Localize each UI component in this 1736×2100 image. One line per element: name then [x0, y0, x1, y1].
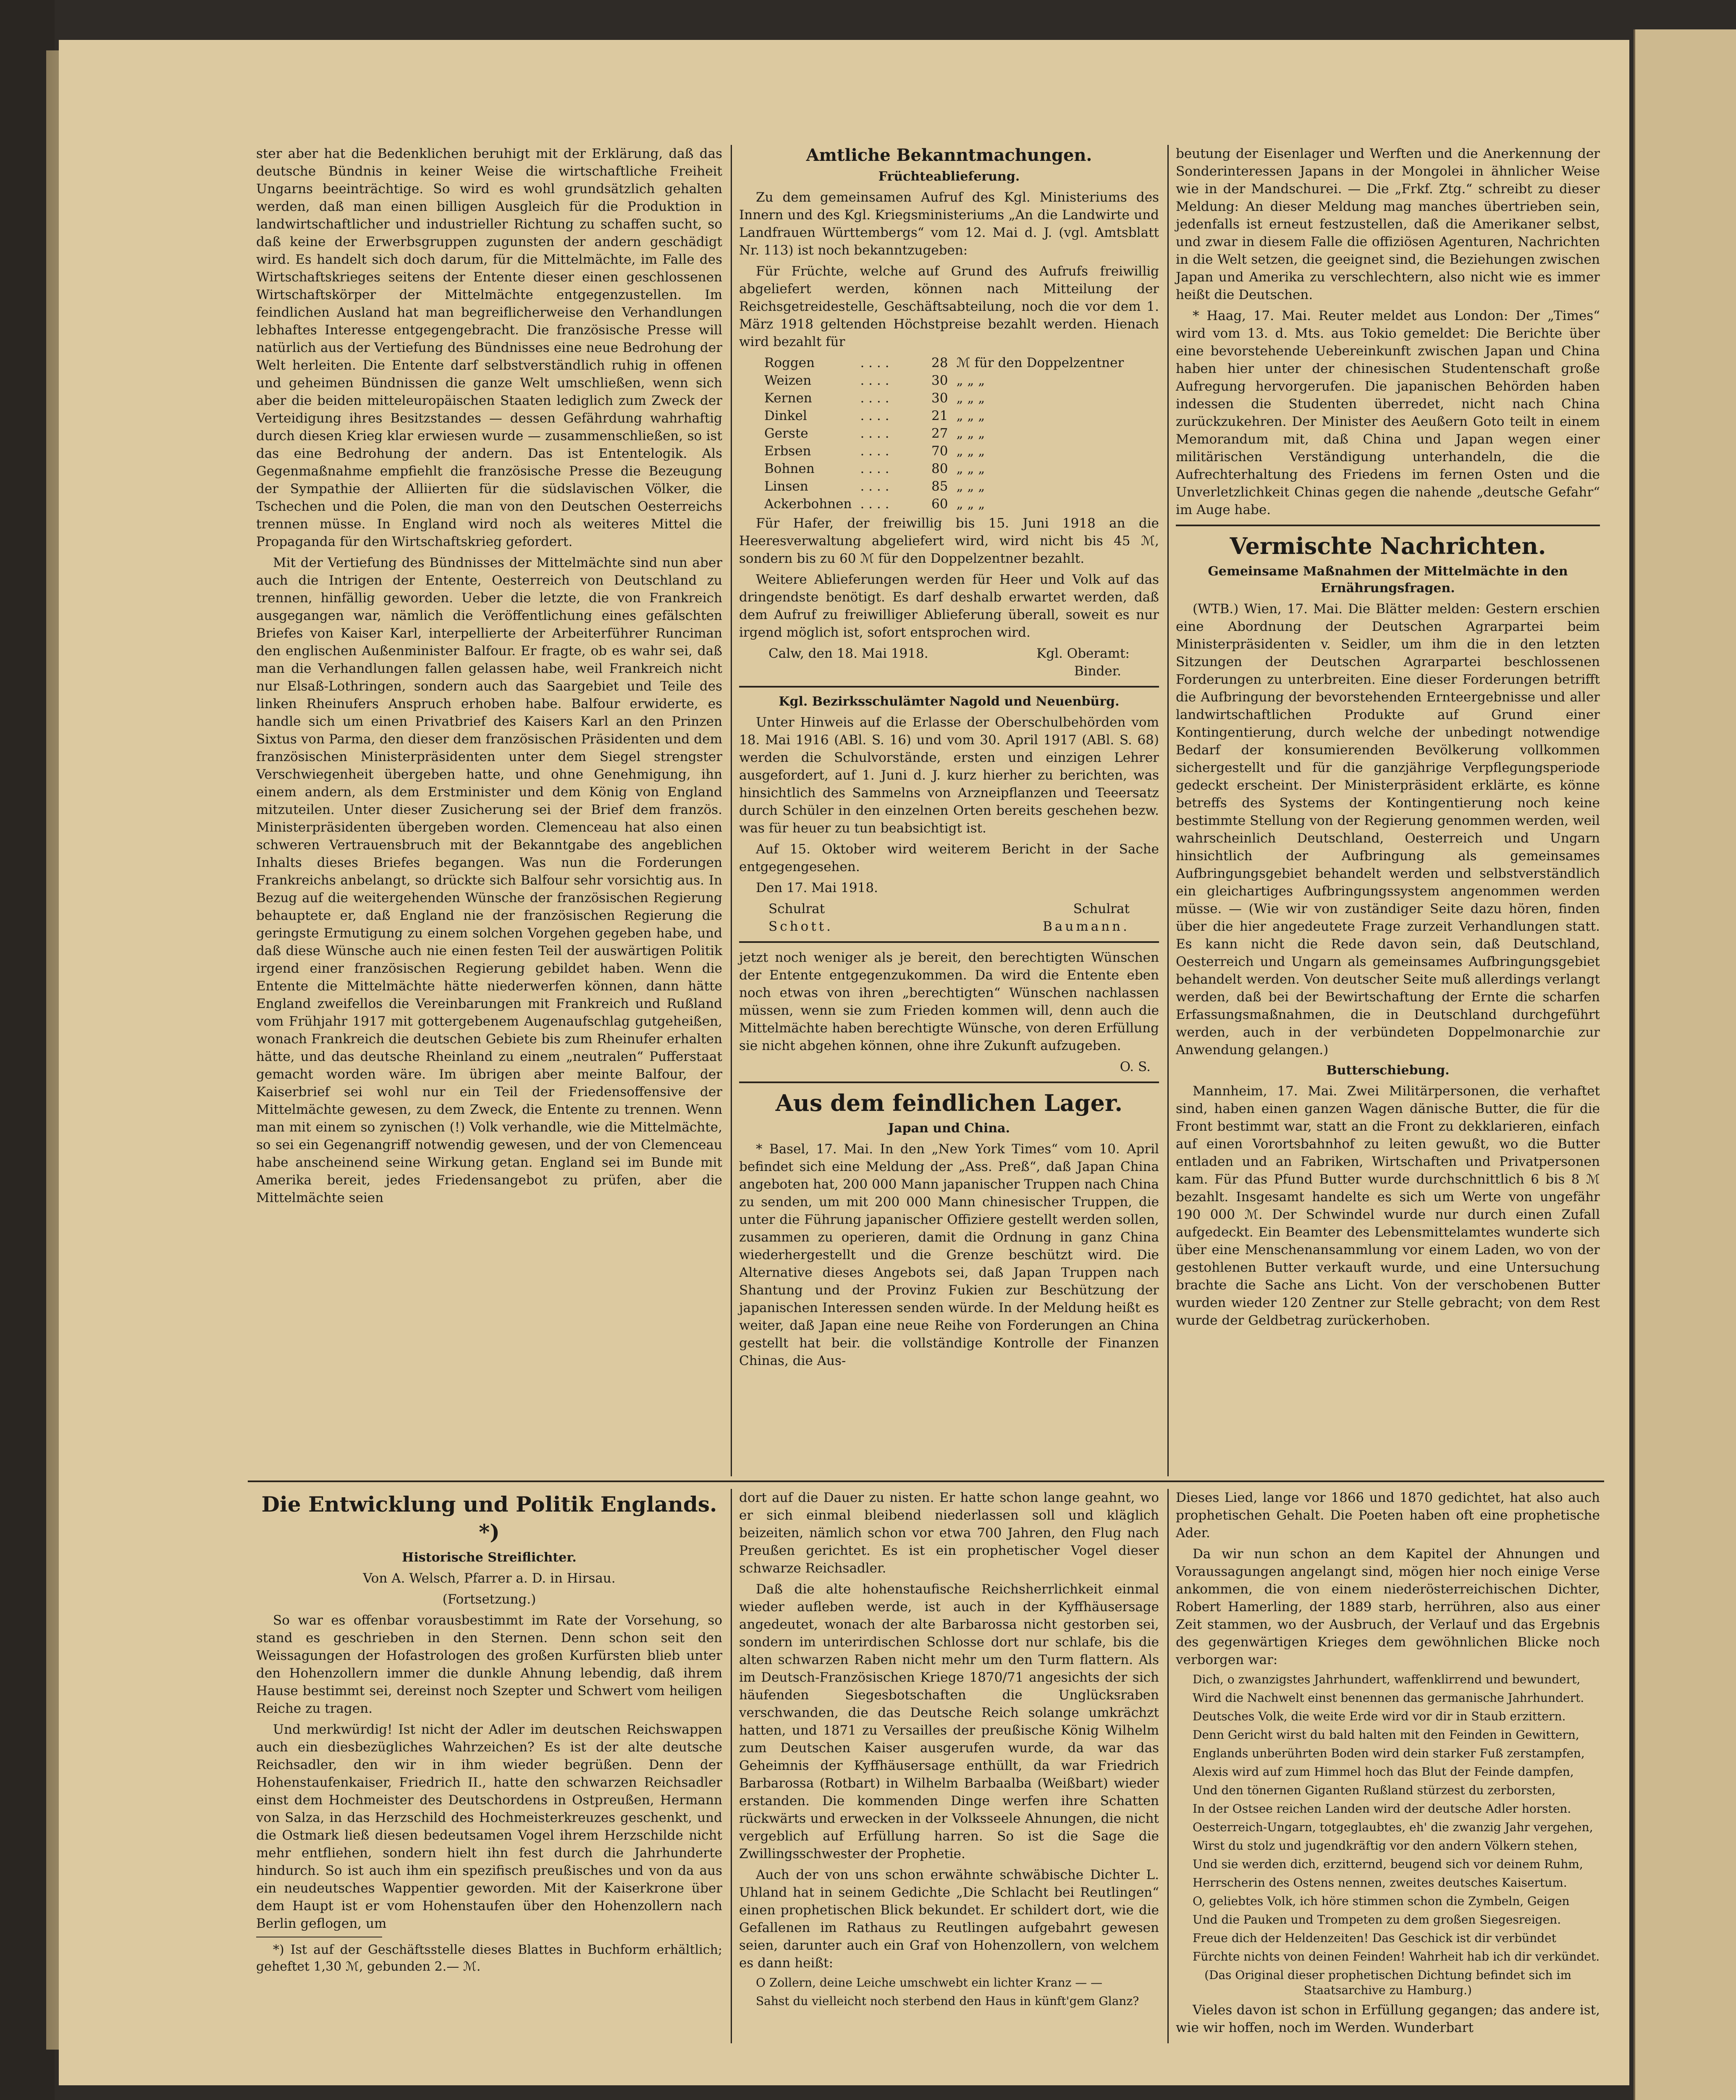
price-leader-dots: . . . .: [860, 391, 889, 406]
price-unit: „ „ „: [956, 444, 985, 459]
price-row: [760, 478, 1128, 495]
price-leader-dots: . . . .: [860, 444, 889, 459]
enemy-camp-title: Aus dem feindlichen Lager.: [775, 1089, 1123, 1116]
notice-place-date: Calw, den 18. Mai 1918.: [768, 646, 928, 661]
school-signatures-titles: [739, 900, 1159, 918]
poem-line: Englands unberührten Boden wird dein starker Fuß zerstampfen,: [1193, 1746, 1585, 1760]
poem-line: Denn Gericht wirst du bald halten mit den Feinden in Gewittern,: [1193, 1728, 1579, 1742]
col1-paragraph-2: Mit der Vertiefung des Bündnisses der Mittelmächte sind nun aber auch die Intrigen der Entente, Oesterreich von Deutschland zu trennen, hinfällig geworden. Ueber die letzte, die von Frankreich ausgegangen war, nämlich die Veröffentlichung eines gefälschten Briefes von Kaiser Karl, interpellierte der Arbeiterführer Runciman den englischen Außenminister Balfour. Er fragte, ob es wahr sei, daß man die Verhandlungen fallen gelassen habe, weil Frankreich nicht nur Elsaß-Lothringen, sondern auch das Saargebiet und Teile des linken Rheinufers Anspruch erhoben habe. Balfour erwiderte, es handle sich um einen Privatbrief des Kaisers Karl an den Prinzen Sixtus von Parma, den dieser dem französischen Präsidenten und dem französischen Ministerpräsidenten unter dem Siegel strengster Verschwiegenheit übergeben hatte, und ohne Genehmigung, ihn einem andern, als dem Erstminister und dem König von England mitzuteilen. Unter dieser Zusicherung sei der Brief dem französ. Ministerpräsidenten übergeben worden. Clemenceau hat also einen schweren Vertrauensbruch mit der Bekanntgabe des angeblichen Inhalts dieses Briefes begangen. Was nun die Forderungen Frankreichs anbelangt, so drückte sich Balfour sehr vorsichtig aus. In Bezug auf die weitergehenden Wünsche der französischen Regierung behauptete er, daß England nie der französischen Regierung die geringste Ermutigung zu einem solchen Vorgehen gegeben habe, und daß diese Wünsche auch nie einen festen Teil der auswärtigen Politik irgend einer französischen Regierung gebildet haben. Wenn die Entente die Mittelmächte hätte niederwerfen können, dann hätte England zweifellos die Vereinbarungen mit Frankreich und Rußland vom Frühjahr 1917 mit gottergebenem Augenaufschlag gutgeheißen, wonach Frankreich die deutschen Gebiete bis zum Rheinufer erhalten hätte, und das deutsche Rheinland zu einem „neutralen“ Pufferstaat gemacht worden wäre. Im übrigen aber meinte Balfour, der Kaiserbrief sei wohl nur ein Teil der Friedensoffensive der Mittelmächte gewesen, zu dem Zweck, die Entente zu trennen. Wenn man mit einem so zynischen (!) Volk verhandle, wie die Mittelmächte, so sei ein Gegenangriff notwendig gewesen, und der von Clemenceau habe anscheinend seine Wirkung getan. England sei im Bunde mit Amerika bereit, jedes Friedensangebot zu prüfen, aber die Mittelmächte seien: [256, 555, 722, 1205]
divider: [1176, 525, 1600, 526]
butter-subtitle: Butterschiebung.: [1326, 1063, 1450, 1078]
price-value: 60: [931, 496, 948, 512]
school-paragraph-1: Unter Hinweis auf die Erlasse der Oberschulbehörden vom 18. Mai 1916 (ABl. S. 16) und vom 30. April 1917 (ABl. S. 68) werden die Schulvorstände, ersten und einzigen Lehrer ausgefordert, auf 1. Juni d. J. kurz hierher zu berichten, was hinsichtlich des Sammelns von Arzneipflanzen und Teeersatz durch Schüler in den einzelnen Orten bereits geschehen bezw. was für heuer zu tun beabsichtigt ist.: [739, 715, 1159, 836]
feuilleton-column-2: [739, 1489, 1159, 2012]
notice-paragraph-2: Für Früchte, welche auf Grund des Aufrufs freiwillig abgeliefert werden, können nach Mitteilung der Reichsgetreidestelle, Geschäftsabteilung, noch die vor dem 1. März 1918 geltenden Höchstpreise bezahlt werden. Hienach wird bezahlt für: [739, 264, 1159, 349]
newspaper-page: [59, 40, 1629, 2085]
right-facing-page-edge: [1634, 29, 1736, 2100]
price-row: [760, 495, 1128, 513]
feuilleton-col3-closing: Vieles davon ist schon in Erfüllung gegangen; das andere ist, wie wir hoffen, noch im Werden. Wunderbart: [1176, 2003, 1600, 2035]
feuilleton-column-1: [256, 1489, 722, 1979]
poem-line: Deutsches Volk, die weite Erde wird vor dir in Staub erzittern.: [1193, 1709, 1566, 1723]
feuilleton-col2-paragraph-3: Auch der von uns schon erwähnte schwäbische Dichter L. Uhland hat in seinem Gedichte „Die Schlacht bei Reutlingen“ einen prophetischen Blick bekundet. Er schildert dort, wie die Gefallenen im Rathaus zu Reutlingen aufgebahrt gewesen seien, darunter auch ein Graf von Hohenzollern, von welchem es dann heißt:: [739, 1867, 1159, 1971]
feuilleton-col2-paragraph-1: dort auf die Dauer zu nisten. Er hatte schon lange geahnt, wo er sich einmal bleibend niederlassen soll und kläglich beizeiten, nämlich schon vor etwa 700 Jahren, den Flug nach Preußen gerichtet. Es ist ein prophetischer Vogel dieser schwarze Reichsadler.: [739, 1490, 1159, 1576]
price-unit: „ „ „: [956, 461, 985, 476]
price-item: Dinkel: [764, 408, 807, 423]
price-leader-dots: . . . .: [860, 373, 889, 388]
price-row: [760, 460, 1128, 478]
uhland-verse-line-2: Sahst du vielleicht noch sterbend den Haus in künft'gem Glanz?: [756, 1994, 1139, 2008]
poem-line: Wirst du stolz und jugendkräftig vor den andern Völkern stehen,: [1193, 1839, 1578, 1853]
poem-line: O, geliebtes Volk, ich höre stimmen schon die Zymbeln, Geigen: [1193, 1894, 1570, 1908]
price-value: 28: [931, 355, 948, 370]
feuilleton-col1-paragraph-1: So war es offenbar vorausbestimmt im Rate der Vorsehung, so stand es geschrieben in den Sternen. Denn schon seit den Weissagungen der Hofastrologen des großen Kurfürsten blieb unter den Hohenzollern immer die dunkle Ahnung lebendig, daß ihrem Hause bestimmt sei, dereinst noch Szepter und Schwert vom heiligen Reiche zu tragen.: [256, 1613, 722, 1716]
poem-line: Alexis wird auf zum Himmel hoch das Blut der Feinde dampfen,: [1193, 1765, 1574, 1779]
price-item: Erbsen: [764, 444, 811, 459]
poem-line: Dich, o zwanzigstes Jahrhundert, waffenklirrend und bewundert,: [1193, 1672, 1581, 1686]
price-item: Weizen: [764, 373, 812, 388]
price-row: [760, 425, 1128, 442]
feuilleton-divider: [248, 1480, 1604, 1482]
feuilleton-col2-paragraph-2: Daß die alte hohenstaufische Reichsherrlichkeit einmal wieder aufleben werde, ist auch in der Kyffhäusersage angedeutet, wonach der alte Barbarossa nicht gestorben sei, sondern im unterirdischen Schlosse dort nur schlafe, bis die alten schwarzen Raben nicht mehr um den Turm flattern. Als im Deutsch-Französischen Kriege 1870/71 angesichts der sich häufenden Siegesbotschaften die Unglücksraben verschwanden, die das Deutsche Reich solange umkrächzt hatten, und 1871 zu Versailles der preußische König Wilhelm zum Deutschen Kaiser ausgerufen wurde, da war das Geheimnis der Kyffhäusersage enthüllt, da war Friedrich Barbarossa (Rotbart) in Wilhelm Barbaalba (Weißbart) wieder erstanden. Die kommenden Dinge werfen ihre Schatten rückwärts und erwecken in der Volksseele Ahnungen, die nicht vergeblich auf Erfüllung harren. So ist die Sage die Zwillingsschwester der Prophetie.: [739, 1582, 1159, 1861]
enemy-camp-subtitle: Japan und China.: [888, 1121, 1010, 1136]
price-leader-dots: . . . .: [860, 479, 889, 494]
feuilleton-footnote: *) Ist auf der Geschäftsstelle dieses Blattes in Buchform erhältlich; geheftet 1,30 ℳ, gebunden 2.— ℳ.: [256, 1942, 722, 1974]
price-item: Gerste: [764, 426, 808, 441]
feuilleton-continuation: (Fortsetzung.): [442, 1592, 536, 1607]
price-unit: „ „ „: [956, 496, 985, 512]
price-value: 30: [931, 373, 948, 388]
feuilleton-col3-paragraph-1: Dieses Lied, lange vor 1866 und 1870 gedichtet, hat also auch prophetischen Gehalt. Die Poeten haben oft eine prophetische Ader.: [1176, 1490, 1600, 1541]
column-3-top: [1176, 145, 1600, 1333]
poem-line: Oesterreich-Ungarn, totgeglaubtes, eh' die zwanzig Jahr vergehen,: [1193, 1820, 1593, 1834]
left-signer-title: Schulrat: [768, 901, 825, 916]
poem-line: In der Ostsee reichen Landen wird der deutsche Adler horsten.: [1193, 1802, 1571, 1816]
school-signatures-names: [739, 918, 1159, 935]
price-leader-dots: . . . .: [860, 355, 889, 370]
official-notices-title: Amtliche Bekanntmachungen.: [806, 145, 1092, 165]
price-item: Linsen: [764, 479, 808, 494]
right-signer-title: Schulrat: [1073, 901, 1130, 916]
school-notice-title: Kgl. Bezirksschulämter Nagold und Neuenbürg.: [779, 694, 1120, 709]
notice-paragraph-3: Für Hafer, der freiwillig bis 15. Juni 1918 an die Heeresverwaltung abgeliefert wird, wird nicht bis 45 ℳ, sondern bis zu 60 ℳ für den Doppelzentner bezahlt.: [739, 516, 1159, 566]
price-row: [760, 442, 1128, 460]
feuilleton-subtitle: Historische Streiflichter.: [402, 1550, 577, 1565]
price-row: [760, 372, 1128, 389]
price-item: Bohnen: [764, 461, 815, 476]
price-value: 80: [931, 461, 948, 476]
continuation-text: jetzt noch weniger als je bereit, den berechtigten Wünschen der Entente entgegenzukommen. Da wird die Entente eben noch etwas von ihren „berechtigten“ Wünschen nachlassen müssen, wenn sie zum Frieden kommen will, denn auch die Mittelmächte haben berechtigte Wünsche, von deren Erfüllung sie nicht abgehen können, ohne ihre Zukunft aufzugeben.: [739, 950, 1159, 1053]
feuilleton-author: Von A. Welsch, Pfarrer a. D. in Hirsau.: [363, 1571, 616, 1586]
notice-intro: Zu dem gemeinsamen Aufruf des Kgl. Ministeriums des Innern und des Kgl. Kriegsministeriums „An die Landwirte und Landfrauen Württembergs“ vom 12. Mai d. J. (vgl. Amtsblatt Nr. 113) ist noch bekanntzugeben:: [739, 190, 1159, 258]
col3-paragraph-1: beutung der Eisenlager und Werften und die Anerkennung der Sonderinteressen Japans in der Mongolei in ähnlicher Weise wie in der Mandschurei. — Die „Frkf. Ztg.“ schreibt zu dieser Meldung: An dieser Meldung mag manches übertrieben sein, jedenfalls ist erneut festzustellen, daß die Amerikaner selbst, und zwar in diesem Falle die offiziösen Agenturen, Nachrichten in die Welt setzen, die geeignet sind, die Beziehungen zwischen Japan und Amerika zu verschlechtern, also nicht wie es immer heißt die Deutschen.: [1176, 146, 1600, 302]
column-divider-2: [1167, 145, 1169, 1476]
price-leader-dots: . . . .: [860, 496, 889, 512]
poem-line: Freue dich der Heldenzeiten! Das Geschick ist dir verbündet: [1193, 1931, 1557, 1945]
notice-signer: Binder.: [1074, 664, 1121, 679]
feuilleton-col1-paragraph-2: Und merkwürdig! Ist nicht der Adler im deutschen Reichswappen auch ein diesbezügliches Wahrzeichen? Es ist der alte deutsche Reichsadler, den wir in ihm wieder begrüßen. Denn der Hohenstaufenkaiser, Friedrich II., hatte den schwarzen Reichsadler einst dem Hochmeister des Deutschordens in Ostpreußen, Hermann von Salza, in das Herzschild des Hochmeisterkreuzes geschenkt, und die Ostmark ließ diesen bedeutsamen Vogel ihrem Herzschilde nicht mehr entfliehen, sondern hielt ihn fest durch die Jahrhunderte hindurch. So ist auch ihm ein spezifisch preußisches und von da aus ein neudeutsches Wappentier geworden. Mit der Kaiserkrone über dem Haupt ist er vom Hohenstaufen über den Hohenzollern nach Berlin geflogen, um: [256, 1722, 722, 1931]
price-value: 70: [931, 444, 948, 459]
misc-news-title: Vermischte Nachrichten.: [1230, 533, 1546, 559]
misc-news-subtitle: Gemeinsame Maßnahmen der Mittelmächte in den Ernährungsfragen.: [1208, 564, 1568, 596]
enemy-camp-text: * Basel, 17. Mai. In den „New York Times“ vom 10. April befindet sich eine Meldung der „Ass. Preß“, daß Japan China angeboten hat, 200 000 Mann japanischer Truppen nach China zu senden, um mit 200 000 Mann chinesischer Truppen, die unter die Führung japanischer Offiziere gestellt werden sollen, zusammen zu operieren, damit die Ordnung in ganz China wiederhergestellt und die Grenze beschützt wird. Die Alternative dieses Angebots sei, daß Japan Truppen nach Shantung und der Provinz Fukien zur Beschützung der japanischen Interessen senden würde. In der Meldung heißt es weiter, daß Japan eine neue Reihe von Forderungen an China gestellt hat beir. die vollständige Kontrolle der Finanzen Chinas, die Aus-: [739, 1142, 1159, 1368]
school-paragraph-2: Auf 15. Oktober wird weiterem Bericht in der Sache entgegengesehen.: [739, 842, 1159, 874]
price-leader-dots: . . . .: [860, 461, 889, 476]
notice-paragraph-4: Weitere Ablieferungen werden für Heer und Volk auf das dringendste benötigt. Es darf deshalb erwartet werden, daß dem Aufruf zu freiwilliger Ablieferung überall, soweit es nur irgend möglich ist, sofort entsprochen wird.: [739, 572, 1159, 640]
price-unit: „ „ „: [956, 391, 985, 406]
price-unit: „ „ „: [956, 408, 985, 423]
price-row: [760, 354, 1128, 372]
official-notices-subtitle: Früchteablieferung.: [878, 169, 1020, 184]
divider: [739, 686, 1159, 688]
poem-source-note: (Das Original dieser prophetischen Dichtung befindet sich im Staatsarchive zu Hamburg.): [1204, 1968, 1571, 1997]
notice-signature: [739, 645, 1159, 662]
left-signer-name: Schott.: [768, 919, 833, 934]
hamerling-poem: [1176, 1672, 1600, 1964]
price-unit: ℳ für den Doppelzentner: [956, 355, 1124, 370]
price-leader-dots: . . . .: [860, 426, 889, 441]
right-signer-name: Baumann.: [1043, 919, 1130, 934]
poem-line: Und den tönernen Giganten Rußland stürzest du zerborsten,: [1193, 1783, 1556, 1797]
misc-paragraph-1: (WTB.) Wien, 17. Mai. Die Blätter melden: Gestern erschien eine Abordnung der Deutschen Agrarpartei beim Ministerpräsidenten v. Seidler, um ihm die in den letzten Sitzungen der Deutschen Agrarpartei beschlossenen Forderungen zu unterbreiten. Eine dieser Forderungen betrifft die Aufbringung der bevorstehenden Ernteergebnisse und aller landwirtschaftlichen Produkte auf Grund einer Kontingentierung, durch welche der unbedingt notwendige Bedarf der konsumierenden Bevölkerung vollkommen sichergestellt und für die ganzjährige Verpflegungsperiode gedeckt erscheint. Der Ministerpräsident erklärte, es könne betreffs des Systems der Kontingentierung noch keine bestimmte Stellung von der Regierung genommen werden, weil wahrscheinlich Deutschland, Oesterreich und Ungarn hinsichtlich der Aufbringung als gemeinsames Aufbringungsgebiet behandelt werden und selbstverständlich ein gleichartiges Aufbringungssystem angenommen werden müsse. — (Wie wir von zuständiger Seite dazu hören, finden über die hier angedeutete Frage zurzeit Verhandlungen statt. Es kann nicht die Rede davon sein, daß Deutschland, Oesterreich und Ungarn als gemeinsames Aufbringungsgebiet behandelt werden. Von deutscher Seite muß allerdings verlangt werden, daß bei der Bewirtschaftung der Ernte die scharfen Erfassungsmaßnahmen, die in Deutschland durchgeführt werden, auch in der verbündeten Doppelmonarchie zur Anwendung gelangen.): [1176, 601, 1600, 1058]
column-1-top: [256, 145, 722, 1210]
feuilleton-column-3: [1176, 1489, 1600, 2040]
divider: [739, 1082, 1159, 1083]
price-unit: „ „ „: [956, 426, 985, 441]
divider: [739, 941, 1159, 943]
price-value: 21: [931, 408, 948, 423]
price-item: Kernen: [764, 391, 812, 406]
price-leader-dots: . . . .: [860, 408, 889, 423]
uhland-verse-line-1: O Zollern, deine Leiche umschwebt ein lichter Kranz — —: [756, 1976, 1103, 1990]
price-item: Roggen: [764, 355, 815, 370]
feuilleton-divider-2: [1167, 1489, 1169, 2043]
price-value: 30: [931, 391, 948, 406]
misc-paragraph-2: Mannheim, 17. Mai. Zwei Militärpersonen, die verhaftet sind, haben einen ganzen Wagen dänische Butter, die für die Front bestimmt war, statt an die Front zu dekklarieren, einfach auf einen Vorortsbahnhof zu leiten gewußt, wo die Butter entladen und an Fabriken, Wirtschaften und Privatpersonen kam. Für das Pfund Butter wurde durchschnittlich 6 bis 8 ℳ bezahlt. Insgesamt handelte es sich um Werte von ungefähr 190 000 ℳ. Der Schwindel wurde nur durch einen Zufall aufgedeckt. Ein Beamter des Lebensmittelamtes wunderte sich über eine Menschenansammlung vor einem Laden, wo von der gestohlenen Butter verkauft wurde, und eine Untersuchung brachte die Sache ans Licht. Von der verschobenen Butter wurden wieder 120 Zentner zur Stelle gebracht; von dem Rest wurde der Geldbetrag zurückerhoben.: [1176, 1084, 1600, 1328]
price-item: Ackerbohnen: [764, 496, 852, 512]
price-row: [760, 407, 1128, 425]
price-table: [760, 354, 1128, 513]
poem-line: Wird die Nachwelt einst benennen das germanische Jahrhundert.: [1193, 1691, 1584, 1705]
school-date: Den 17. Mai 1918.: [756, 880, 878, 895]
notice-office: Kgl. Oberamt:: [1036, 646, 1130, 661]
feuilleton-col3-paragraph-2: Da wir nun schon an dem Kapitel der Ahnungen und Voraussagungen angelangt sind, mögen hier noch einige Verse ankommen, die von einem niederösterreichischen Dichter, Robert Hamerling, der 1889 starb, herrühren, also aus einer Zeit stammen, wo der Ausbruch, der Verlauf und das Ergebnis des gegenwärtigen Krieges dem gewöhnlichen Blicke noch verborgen war:: [1176, 1546, 1600, 1667]
price-unit: „ „ „: [956, 373, 985, 388]
feuilleton-title: Die Entwicklung und Politik Englands. *): [261, 1492, 717, 1544]
price-value: 85: [931, 479, 948, 494]
poem-line: Und sie werden dich, erzitternd, beugend sich vor deinem Ruhm,: [1193, 1857, 1583, 1871]
poem-line: Herrscherin des Ostens nennen, zweites deutsches Kaisertum.: [1193, 1876, 1567, 1890]
column-2-top: [739, 145, 1159, 1373]
price-unit: „ „ „: [956, 479, 985, 494]
price-value: 27: [931, 426, 948, 441]
poem-line: Und die Pauken und Trompeten zu dem großen Siegesreigen.: [1193, 1913, 1561, 1927]
col3-paragraph-2: * Haag, 17. Mai. Reuter meldet aus London: Der „Times“ wird vom 13. d. Mts. aus Tokio gemeldet: Die Berichte über eine bevorstehende Uebereinkunft zwischen Japan und China haben hier unter der chinesischen Studentenschaft große Aufregung hervorgerufen. Die japanischen Behörden haben indessen die Studenten überredet, nicht nach China zurückzukehren. Der Minister des Aeußern Goto teilt in einem Memorandum mit, daß China und Japan wegen einer militärischen Verständigung unterhandeln, die die Aufrechterhaltung des Friedens im fernen Osten und die Unverletzlichkeit Chinas gegen die nahende „deutsche Gefahr“ im Auge habe.: [1176, 308, 1600, 517]
col1-paragraph-1: ster aber hat die Bedenklichen beruhigt mit der Erklärung, daß das deutsche Bündnis in keiner Weise die wirtschaftliche Freiheit Ungarns beeinträchtige. So wird es wohl grundsätzlich gehalten werden, daß man einen billigen Ausgleich für die Produktion in landwirtschaftlicher und industrieller Richtung zu schaffen sucht, so daß keine der Erwerbsgruppen zugunsten der andern geschädigt wird. Es handelt sich doch darum, für die Mittelmächte, im Falle des Wirtschaftskrieges seitens der Entente dieser einen geschlossenen Wirtschaftskörper der Mittelmächte entgegenzustellen. Im feindlichen Ausland hat man begreiflicherweise den Verhandlungen lebhaftes Interesse entgegengebracht. Die französische Presse will natürlich aus der Vertiefung des Bündnisses eine neue Bedrohung der Welt herleiten. Die Entente darf selbstverständlich ruhig in offenen und geheimen Bündnissen die ganze Welt umschließen, wenn sich aber die beiden mitteleuropäischen Staaten lediglich zum Zweck der Verteidigung ihres Besitzstandes — dessen Gefährdung wahrhaftig durch diesen Krieg klar erwiesen wurde — zusammenschließen, so ist das eine Bedrohung der andern. Das ist Ententelogik. Als Gegenmaßnahme empfiehlt die französische Presse die Bezeugung der Sympathie der Alliierten für die südslavischen Völker, die Tschechen und die Polen, die man von den Deutschen Oesterreichs trennen müsse. In England wird noch als weiteres Mittel die Propaganda für den Wirtschaftskrieg gefordert.: [256, 146, 722, 549]
column-divider-1: [731, 145, 732, 1476]
poem-line: Fürchte nichts von deinen Feinden! Wahrheit hab ich dir verkündet.: [1193, 1950, 1600, 1964]
continuation-sign: O. S.: [1120, 1059, 1151, 1074]
price-row: [760, 389, 1128, 407]
feuilleton-divider-1: [731, 1489, 732, 2043]
